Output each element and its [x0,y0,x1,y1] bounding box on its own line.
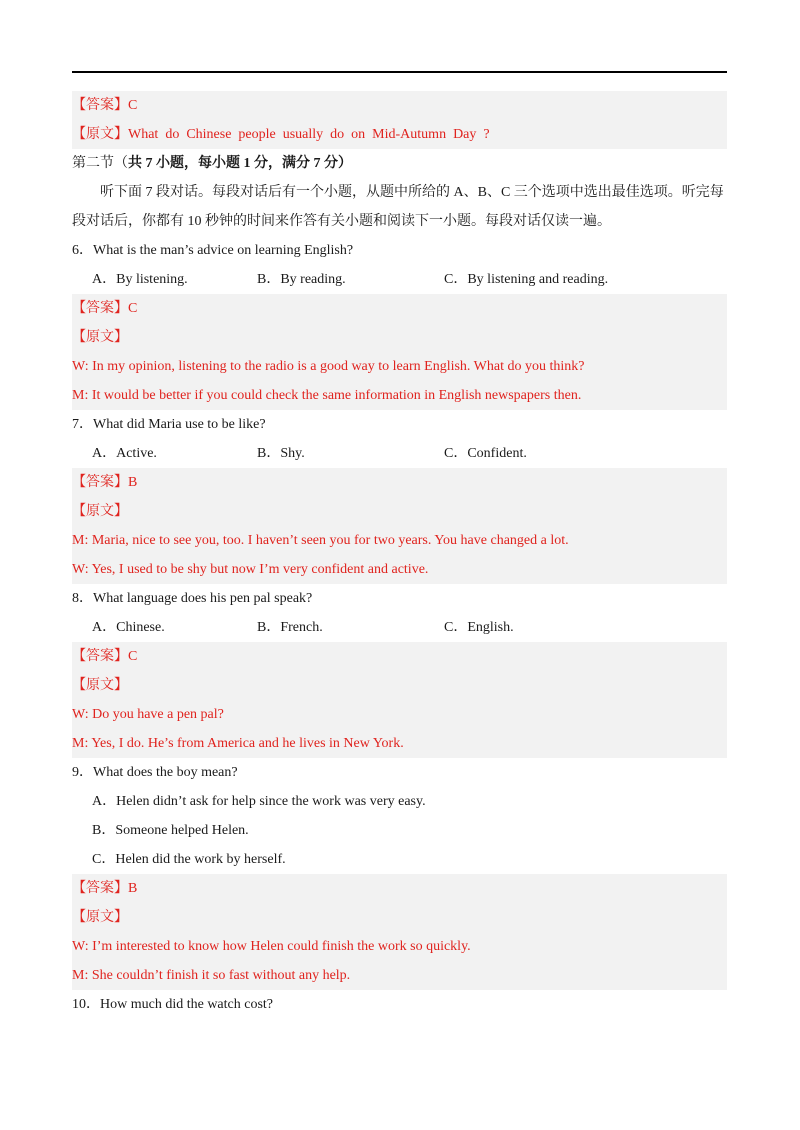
answer-value: C [128,98,138,113]
options-row [72,439,727,468]
section-title-bold: 共 7 小题，每小题 1 分，满分 7 分 [128,156,338,171]
options-row [72,613,727,642]
option-a: A．Chinese. [92,620,165,635]
answer-line [72,294,727,323]
answer-value: C [128,301,138,316]
option-a: A．By listening. [92,272,188,287]
option-c: C．Confident. [444,446,527,461]
instructions-line-2: 段对话后，你都有 10 秒钟的时间来作答有关小题和阅读下一小题。每段对话仅读一遍。 [72,214,611,229]
question-stem: 10．How much did the watch cost? [72,997,274,1012]
option-b: B．Someone helped Helen. [92,823,249,838]
dialogue-line: W: In my opinion, listening to the radio is a good way to learn English. What do you think? [72,359,585,374]
dialogue-line: W: I’m interested to know how Helen could finish the work so quickly. [72,939,471,954]
dialogue-line: M: She couldn’t finish it so fast without any help. [72,968,351,983]
option-a: A．Helen didn’t ask for help since the work was very easy. [92,794,426,809]
answer-label: 【答案】 [72,301,128,316]
option-b: B．Shy. [257,446,305,461]
answer-line [72,91,727,120]
answer-box [72,874,727,990]
options-row [72,265,727,294]
top-divider [72,71,727,73]
answer-label: 【答案】 [72,98,128,113]
section-title [72,149,727,178]
section-title-end: ） [338,156,352,171]
option-b: B．By reading. [257,272,346,287]
original-line [72,120,727,149]
original-label: 【原文】 [72,330,128,345]
dialogue-line: W: Do you have a pen pal? [72,707,224,722]
option-c: C．English. [444,620,514,635]
option-a: A．Active. [92,446,157,461]
option-b: B．French. [257,620,323,635]
answer-box-prev [72,91,727,149]
dialogue-line: M: Maria, nice to see you, too. I haven’t seen you for two years. You have changed a lot. [72,533,569,548]
section-title-plain: 第二节（ [72,156,128,171]
answer-value: B [128,881,138,896]
dialogue-line: M: Yes, I do. He’s from America and he lives in New York. [72,736,404,751]
document-page [72,91,727,1019]
question-stem: 9．What does the boy mean? [72,765,238,780]
answer-line [72,468,727,497]
original-label: 【原文】 [72,504,128,519]
answer-label: 【答案】 [72,649,128,664]
question-stem: 7．What did Maria use to be like? [72,417,266,432]
answer-line [72,874,727,903]
question-stem: 8．What language does his pen pal speak? [72,591,313,606]
answer-label: 【答案】 [72,475,128,490]
original-label: 【原文】 [72,910,128,925]
instructions-line-1: 听下面 7 段对话。每段对话后有一个小题，从题中所给的 A、B、C 三个选项中选出最佳选项。听完每 [100,185,724,200]
answer-box [72,294,727,410]
answer-line [72,642,727,671]
answer-label: 【答案】 [72,881,128,896]
original-label: 【原文】 [72,678,128,693]
dialogue-line: M: It would be better if you could check the same information in English newspapers then. [72,388,582,403]
original-text: What do Chinese people usually do on Mid-Autumn Day ? [128,127,490,142]
answer-value: C [128,649,138,664]
answer-value: B [128,475,138,490]
answer-box [72,642,727,758]
dialogue-line: W: Yes, I used to be shy but now I’m very confident and active. [72,562,429,577]
option-c: C．Helen did the work by herself. [92,852,286,867]
original-label: 【原文】 [72,127,128,142]
question-stem: 6．What is the man’s advice on learning English? [72,243,354,258]
option-c: C．By listening and reading. [444,272,609,287]
answer-box [72,468,727,584]
